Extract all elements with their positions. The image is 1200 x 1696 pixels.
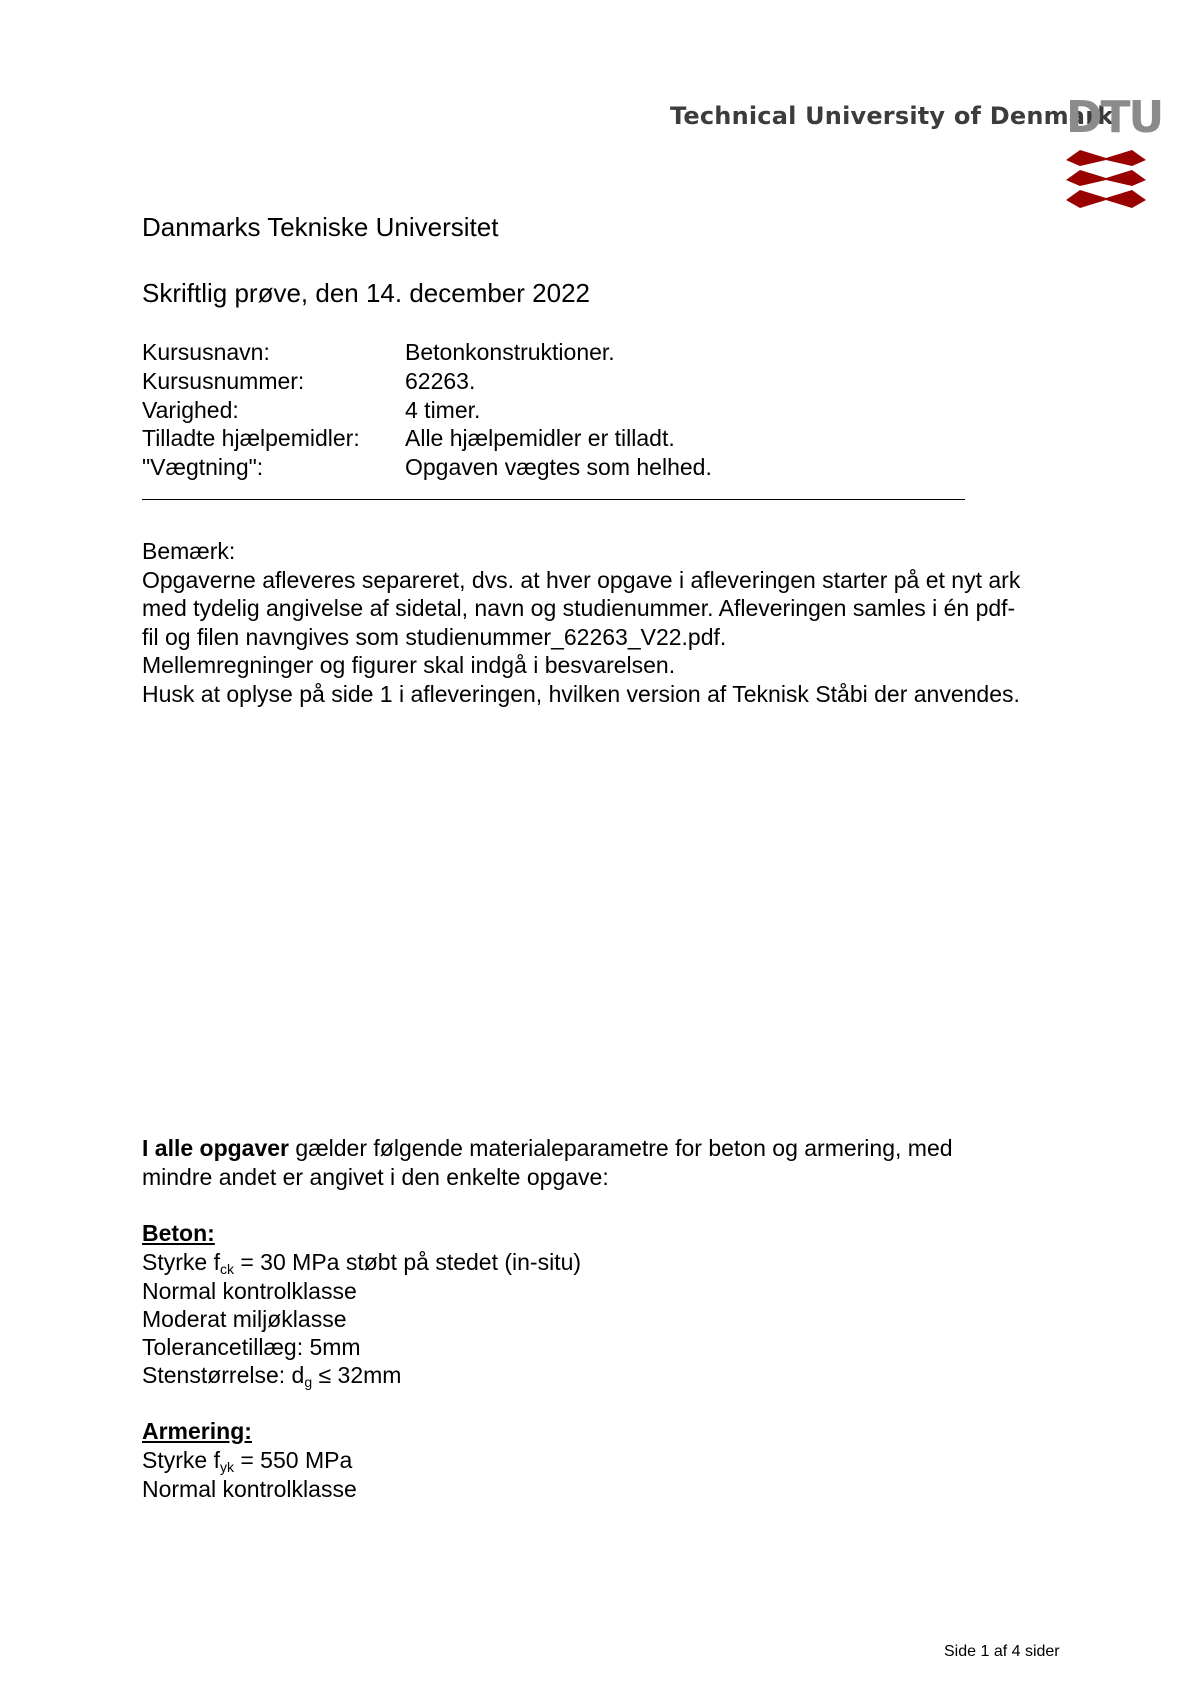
info-row-aids: [142, 424, 1042, 453]
armering-strength-post: = 550 MPa: [233, 1447, 353, 1473]
beton-tolerance: Tolerancetillæg: 5mm: [142, 1334, 361, 1360]
dtu-logo-emblem: [1066, 150, 1146, 212]
info-value: Alle hjælpemidler er tilladt.: [405, 425, 675, 452]
materials-intro: [142, 1134, 1082, 1191]
note-line: fil og filen navngives som studienummer_62263_V22.pdf.: [142, 623, 727, 650]
header-institution: Technical University of Denmark: [670, 102, 1114, 130]
materials-intro-line2: mindre andet er angivet i den enkelte opgave:: [142, 1163, 609, 1190]
info-value: 4 timer.: [405, 396, 481, 423]
info-row-course-name: [142, 338, 1042, 367]
beton-heading: Beton:: [142, 1220, 215, 1246]
info-value: 62263.: [405, 367, 476, 394]
beton-control-class: Normal kontrolklasse: [142, 1278, 357, 1304]
horizontal-rule: [142, 499, 965, 500]
note-line: Opgaverne afleveres separeret, dvs. at hver opgave i afleveringen starter på et nyt ark: [142, 566, 1021, 593]
info-row-weighting: [142, 453, 1042, 482]
materials-intro-bold: I alle opgaver: [142, 1135, 290, 1161]
course-info: [142, 338, 1042, 482]
note-heading: Bemærk:: [142, 538, 236, 564]
armering-control-class: Normal kontrolklasse: [142, 1476, 357, 1502]
info-row-duration: [142, 396, 1042, 425]
page-number: Side 1 af 4 sider: [944, 1643, 1060, 1660]
armering-strength-pre: Styrke f: [142, 1447, 220, 1473]
materials-intro-text: gælder følgende materialeparametre for beton og armering, med: [289, 1135, 953, 1161]
beton-strength: [142, 1248, 581, 1277]
university-title: Danmarks Tekniske Universitet: [142, 212, 499, 242]
info-value: Opgaven vægtes som helhed.: [405, 454, 712, 481]
exam-title: Skriftlig prøve, den 14. december 2022: [142, 278, 591, 308]
info-label: Tilladte hjælpemidler:: [142, 425, 360, 452]
dtu-logo: [1066, 92, 1163, 216]
beton-environment-class: Moderat miljøklasse: [142, 1306, 347, 1332]
beton-strength-sub: ck: [219, 1261, 234, 1277]
info-value: Betonkonstruktioner.: [405, 339, 615, 365]
armering-strength-sub: yk: [219, 1459, 234, 1475]
beton-stone-sub: g: [304, 1374, 313, 1390]
note-line: Mellemregninger og figurer skal indgå i besvarelsen.: [142, 652, 676, 678]
dtu-logo-text: DTU: [1066, 92, 1163, 143]
armering-strength: [142, 1446, 352, 1475]
beton-strength-pre: Styrke f: [142, 1249, 220, 1275]
note-section: [142, 537, 1082, 708]
info-row-course-number: [142, 367, 1042, 396]
info-label: "Vægtning":: [142, 454, 264, 481]
beton-stone-post: ≤ 32mm: [312, 1362, 402, 1388]
info-label: Varighed:: [142, 396, 239, 423]
beton-stone-size: [142, 1361, 401, 1390]
beton-stone-pre: Stenstørrelse: d: [142, 1362, 305, 1388]
note-line: Husk at oplyse på side 1 i afleveringen, hvilken version af Teknisk Ståbi der anvendes.: [142, 680, 1020, 707]
beton-strength-post: = 30 MPa støbt på stedet (in-situ): [233, 1249, 582, 1275]
info-label: Kursusnummer:: [142, 367, 305, 394]
info-label: Kursusnavn:: [142, 339, 270, 365]
note-line: med tydelig angivelse af sidetal, navn og studienummer. Afleveringen samles i én pdf-: [142, 595, 1016, 621]
armering-heading: Armering:: [142, 1418, 252, 1444]
